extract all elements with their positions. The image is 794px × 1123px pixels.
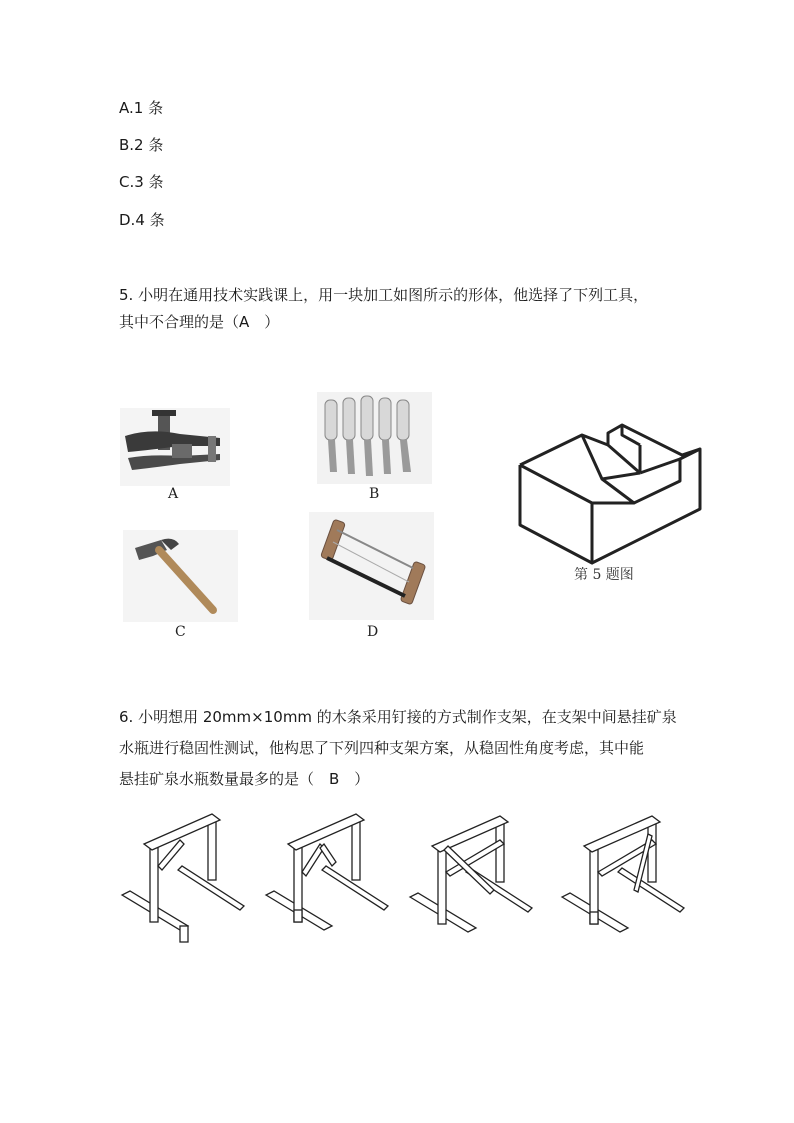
tool-c-hammer-image bbox=[123, 530, 238, 640]
stand-option-d bbox=[560, 812, 690, 952]
option-b: B.2 条 bbox=[119, 136, 164, 154]
question-5-line-1: 5. 小明在通用技术实践课上，用一块加工如图所示的形体，他选择了下列工具， bbox=[119, 286, 649, 304]
question-6-line-1: 6. 小明想用 20mm×10mm 的木条采用钉接的方式制作支架，在支架中间悬挂矿泉 bbox=[119, 708, 677, 726]
stand-option-b bbox=[264, 810, 394, 950]
question-5-line-2: 其中不合理的是（A ） bbox=[119, 313, 280, 331]
question-6 bbox=[119, 702, 699, 795]
question-6-line-3: 悬挂矿泉水瓶数量最多的是（ B ） bbox=[119, 770, 370, 788]
tool-b-chisels-image bbox=[317, 392, 432, 502]
tool-a-clamp-image bbox=[120, 408, 230, 503]
stand-option-c bbox=[408, 812, 538, 952]
tool-a-label: A bbox=[168, 486, 179, 502]
stand-option-a bbox=[120, 810, 250, 950]
option-a: A.1 条 bbox=[119, 99, 164, 117]
question-5 bbox=[119, 282, 699, 336]
tool-d-saw-image bbox=[309, 512, 434, 640]
tool-b-label: B bbox=[369, 486, 380, 502]
tool-d-label: D bbox=[367, 624, 379, 640]
question-5-figure bbox=[512, 415, 712, 590]
option-d: D.4 条 bbox=[119, 211, 165, 229]
question-6-line-2: 水瓶进行稳固性测试，他构思了下列四种支架方案，从稳固性角度考虑，其中能 bbox=[119, 739, 645, 757]
figure-caption: 第 5 题图 bbox=[574, 567, 634, 583]
option-c: C.3 条 bbox=[119, 173, 164, 191]
tool-c-label: C bbox=[175, 624, 186, 640]
